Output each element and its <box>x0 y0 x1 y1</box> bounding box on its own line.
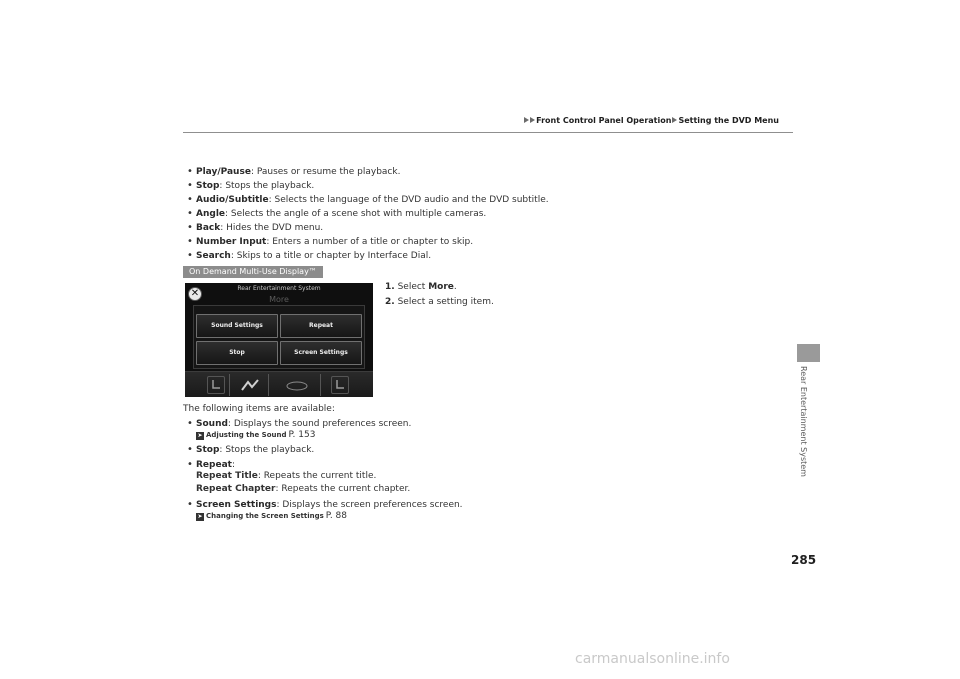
item-term: Stop <box>196 181 220 191</box>
header-divider <box>183 132 793 133</box>
screen-climate-bar <box>185 371 373 397</box>
item-term: Stop <box>196 445 220 455</box>
available-items-intro: The following items are available: <box>183 404 335 414</box>
list-item <box>187 443 617 457</box>
item-term: Search <box>196 251 231 261</box>
item-desc: : Repeats the current title. <box>257 471 377 481</box>
item-term: Repeat <box>196 460 232 470</box>
item-desc: : Stops the playback. <box>219 445 315 455</box>
available-item-repeat <box>187 458 617 472</box>
step-1 <box>385 282 457 292</box>
screen-menu-title: More <box>269 295 289 304</box>
reference-title: Changing the Screen Settings <box>206 512 324 520</box>
item-desc: : Stops the playback. <box>219 181 315 191</box>
screen-settings-button[interactable]: Screen Settings <box>280 341 362 365</box>
available-item-sound <box>187 417 617 431</box>
car-icon[interactable] <box>273 374 321 396</box>
breadcrumb-item[interactable]: Setting the DVD Menu <box>678 116 779 125</box>
item-term: Screen Settings <box>196 500 277 510</box>
item-term: Sound <box>196 419 228 429</box>
list-item <box>187 458 617 472</box>
step-text: Select a setting item. <box>397 297 494 307</box>
breadcrumb-arrow-icon <box>530 117 535 123</box>
breadcrumb-arrow-icon <box>524 117 529 123</box>
seat-heater-left-icon[interactable] <box>207 376 225 394</box>
item-term: Number Input <box>196 237 267 247</box>
dvd-menu-item-list <box>187 165 617 263</box>
step-number: 1. <box>385 282 395 292</box>
list-item <box>187 221 617 235</box>
list-item <box>187 207 617 221</box>
item-desc: : <box>231 460 236 470</box>
close-icon[interactable]: ✕ <box>188 287 202 301</box>
list-item <box>187 417 617 431</box>
item-desc: : Repeats the current chapter. <box>275 484 411 494</box>
rear-entertainment-screen <box>185 283 373 397</box>
item-desc: : Hides the DVD menu. <box>220 223 324 233</box>
item-desc: : Selects the angle of a scene shot with multiple cameras. <box>225 209 487 219</box>
step-text-end: . <box>453 282 457 292</box>
item-term: Angle <box>196 209 226 219</box>
available-item-screen-settings <box>187 498 617 512</box>
display-caption-tag: On Demand Multi-Use Display™ <box>183 266 323 278</box>
step-text: Select <box>397 282 429 292</box>
airflow-icon[interactable] <box>229 374 269 396</box>
item-term: Repeat Title <box>196 471 258 481</box>
item-term: Play/Pause <box>196 167 251 177</box>
list-item <box>187 498 617 512</box>
item-term: Audio/Subtitle <box>196 195 269 205</box>
step-2 <box>385 297 494 307</box>
section-tab-marker <box>797 344 820 362</box>
stop-button[interactable]: Stop <box>196 341 278 365</box>
breadcrumb-item[interactable]: Front Control Panel Operation <box>536 116 672 125</box>
item-term: Repeat Chapter <box>196 484 276 494</box>
watermark: carmanualsonline.info <box>575 651 730 667</box>
list-item <box>187 235 617 249</box>
list-item <box>187 193 617 207</box>
repeat-button[interactable]: Repeat <box>280 314 362 338</box>
list-item <box>187 179 617 193</box>
list-item <box>187 165 617 179</box>
step-bold: More <box>428 282 454 292</box>
item-desc: : Displays the screen preferences screen. <box>276 500 463 510</box>
breadcrumb <box>524 116 779 125</box>
section-tab-label: Rear Entertainment System <box>799 366 808 477</box>
item-term: Back <box>196 223 221 233</box>
breadcrumb-arrow-icon <box>672 117 677 123</box>
reference-page: P. 153 <box>288 430 316 440</box>
screen-system-title: Rear Entertainment System <box>237 285 321 292</box>
available-item-stop <box>187 443 617 457</box>
page-number: 285 <box>791 553 817 567</box>
list-item <box>187 249 617 263</box>
sound-settings-button[interactable]: Sound Settings <box>196 314 278 338</box>
cross-reference-link[interactable] <box>196 430 315 440</box>
reference-page: P. 88 <box>325 511 347 521</box>
repeat-title-option <box>196 471 376 481</box>
cross-reference-link[interactable] <box>196 511 347 521</box>
reference-title: Adjusting the Sound <box>206 431 287 439</box>
step-number: 2. <box>385 297 395 307</box>
seat-heater-right-icon[interactable] <box>331 376 349 394</box>
reference-arrow-icon: ➤ <box>197 432 203 439</box>
item-desc: : Skips to a title or chapter by Interface Dial. <box>230 251 432 261</box>
item-desc: : Displays the sound preferences screen. <box>227 419 412 429</box>
item-desc: : Selects the language of the DVD audio and the DVD subtitle. <box>268 195 549 205</box>
item-desc: : Enters a number of a title or chapter to skip. <box>266 237 474 247</box>
reference-arrow-icon: ➤ <box>197 513 203 520</box>
item-desc: : Pauses or resume the playback. <box>250 167 401 177</box>
repeat-chapter-option <box>196 484 410 494</box>
